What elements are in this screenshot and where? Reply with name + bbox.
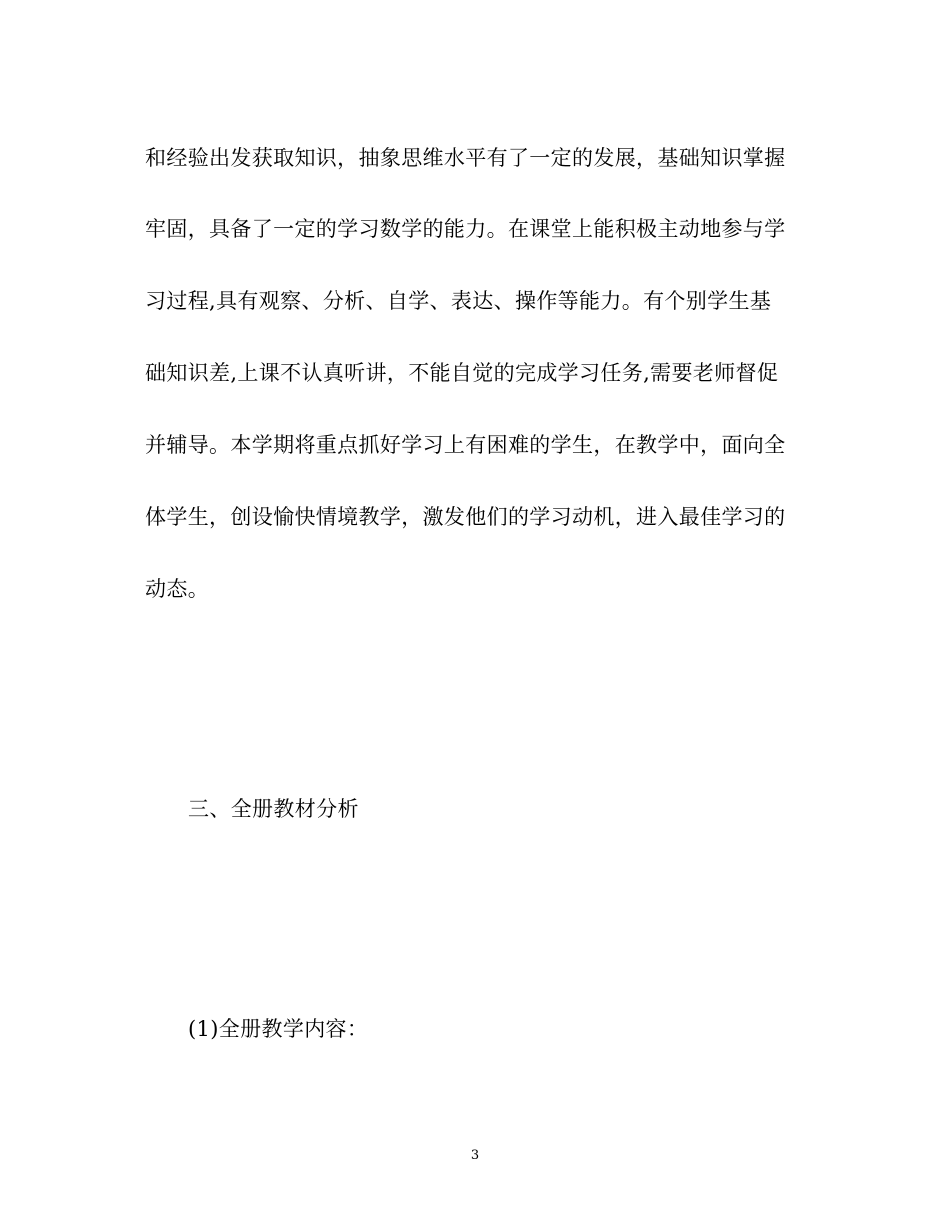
section-heading: 三、全册教材分析 — [188, 797, 359, 821]
page-number: 3 — [470, 1148, 480, 1163]
subsection-heading: (1)全册教学内容： — [188, 1017, 369, 1041]
paragraph-line-4: 础知识差,上课不认真听讲，不能自觉的完成学习任务,需要老师督促 — [145, 361, 779, 385]
paragraph-line-1: 和经验出发获取知识，抽象思维水平有了一定的发展，基础知识掌握 — [145, 146, 786, 170]
paragraph-line-7: 动态。 — [145, 577, 210, 601]
paragraph-line-6: 体学生，创设愉快情境教学，激发他们的学习动机，进入最佳学习的 — [145, 505, 786, 529]
paragraph-line-3: 习过程,具有观察、分析、自学、表达、操作等能力。有个别学生基 — [145, 289, 772, 313]
paragraph-line-2: 牢固，具备了一定的学习数学的能力。在课堂上能积极主动地参与学 — [145, 217, 786, 241]
paragraph-line-5: 并辅导。本学期将重点抓好学习上有困难的学生，在教学中，面向全 — [145, 433, 786, 457]
